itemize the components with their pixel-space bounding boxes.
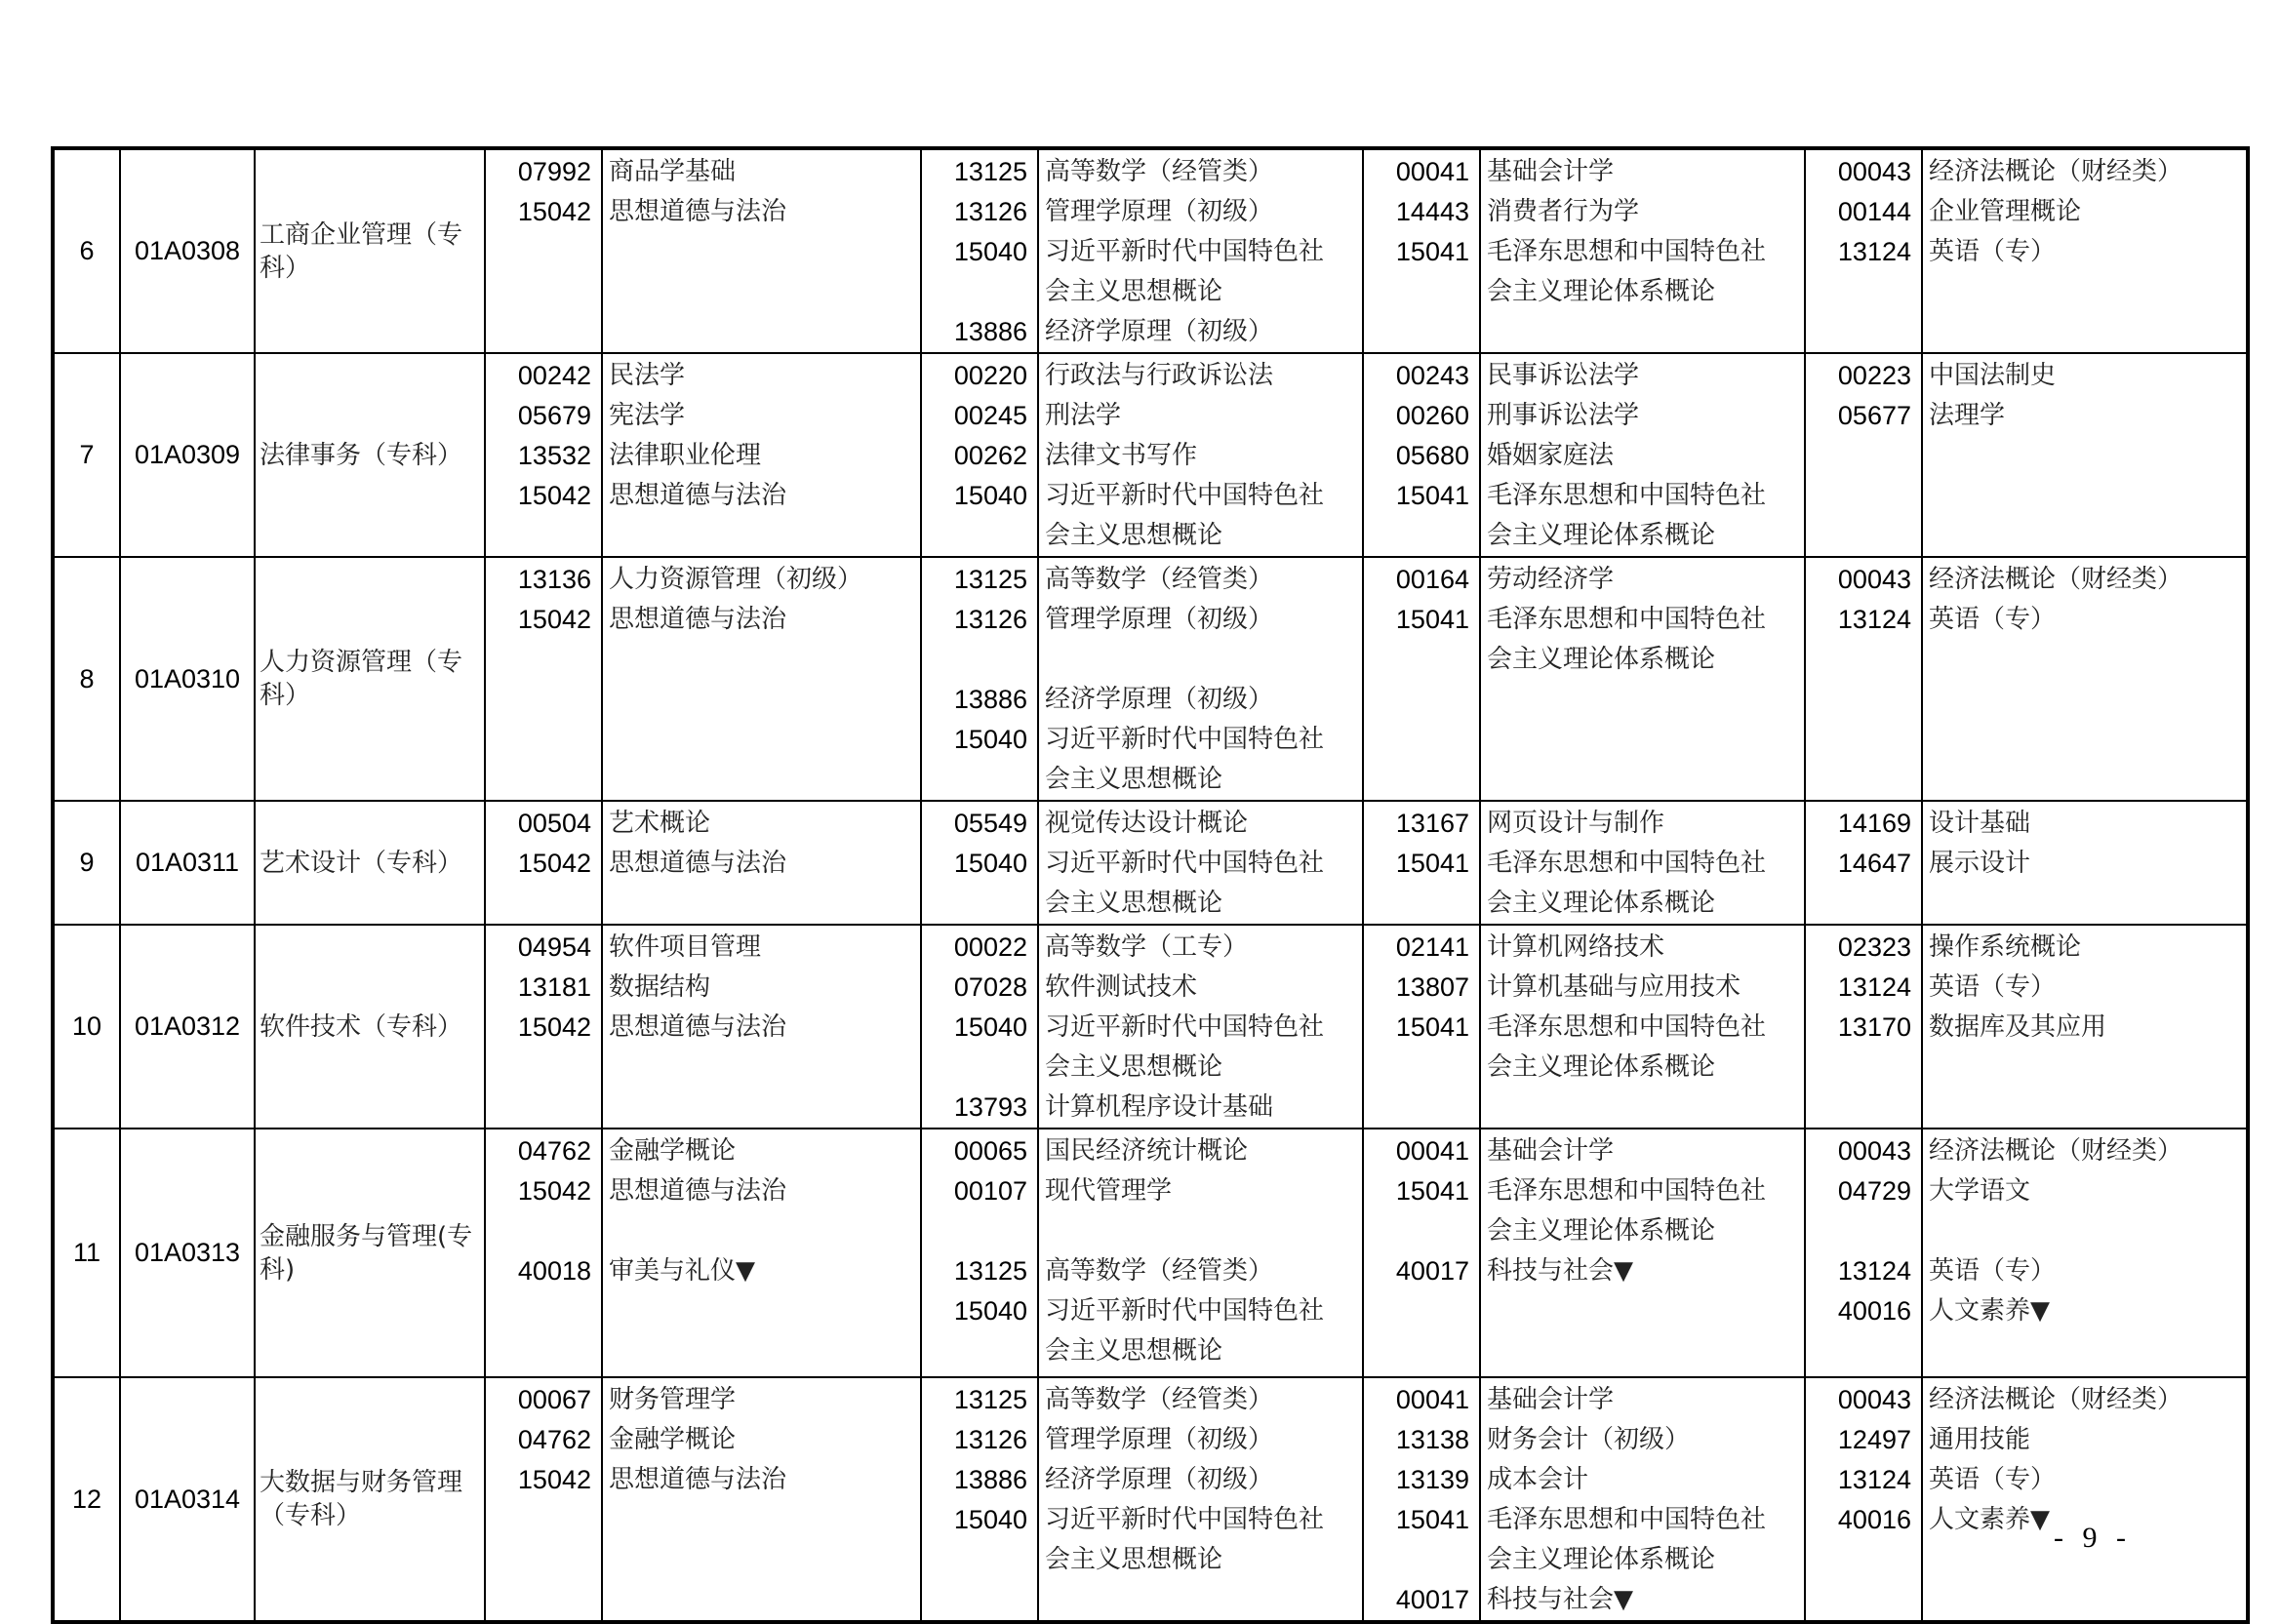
course-code: 07992 bbox=[517, 157, 591, 186]
course-code: 40016 bbox=[1837, 1296, 1911, 1326]
course-name: 经济学原理（初级） bbox=[1045, 317, 1274, 346]
course-code: 15040 bbox=[953, 1012, 1027, 1042]
course-name: 基础会计学 bbox=[1487, 1385, 1615, 1414]
course-code-cell bbox=[921, 148, 1038, 353]
course-code: 00223 bbox=[1837, 361, 1911, 390]
course-name: 大学语文 bbox=[1929, 1176, 2031, 1206]
course-code-cell bbox=[1805, 353, 1922, 557]
course-code: 00164 bbox=[1395, 565, 1469, 594]
course-code: 14169 bbox=[1837, 809, 1911, 838]
course-code: 12497 bbox=[1837, 1425, 1911, 1454]
course-name: 毛泽东思想和中国特色社 bbox=[1487, 1176, 1767, 1206]
course-name: 行政法与行政诉讼法 bbox=[1045, 361, 1274, 390]
course-name: 网页设计与制作 bbox=[1487, 809, 1665, 838]
course-code-cell bbox=[921, 353, 1038, 557]
course-code: 00262 bbox=[953, 441, 1027, 470]
course-code: 13886 bbox=[953, 1465, 1027, 1494]
course-name: 思想道德与法治 bbox=[609, 481, 787, 510]
course-name: 软件项目管理 bbox=[609, 932, 762, 962]
course-code: 13139 bbox=[1395, 1465, 1469, 1494]
course-name: 民法学 bbox=[609, 361, 686, 390]
course-name-cell bbox=[1480, 1129, 1805, 1377]
course-code: 15040 bbox=[953, 725, 1027, 754]
row-index: 11 bbox=[53, 1129, 120, 1377]
course-name: 毛泽东思想和中国特色社 bbox=[1487, 481, 1767, 510]
course-code-cell bbox=[485, 148, 602, 353]
course-name: 高等数学（经管类） bbox=[1045, 157, 1274, 186]
course-name-cell bbox=[602, 925, 921, 1129]
course-code-cell bbox=[921, 801, 1038, 925]
course-name: 成本会计 bbox=[1487, 1465, 1589, 1494]
course-name: 财务管理学 bbox=[609, 1385, 737, 1414]
table-row bbox=[53, 1129, 2248, 1377]
major-code: 01A0309 bbox=[120, 353, 255, 557]
course-name: 计算机程序设计基础 bbox=[1045, 1092, 1274, 1122]
course-code-cell bbox=[1805, 801, 1922, 925]
major-name: 金融服务与管理(专科) bbox=[255, 1129, 485, 1377]
course-name: 习近平新时代中国特色社 bbox=[1045, 725, 1325, 754]
course-name: 高等数学（工专） bbox=[1045, 932, 1249, 962]
course-code bbox=[1364, 1048, 1469, 1088]
course-name: 人文素养▼ bbox=[1929, 1296, 2050, 1326]
course-code: 00504 bbox=[517, 809, 591, 838]
course-name: 人文素养▼ bbox=[1929, 1505, 2050, 1534]
course-name-cell bbox=[602, 801, 921, 925]
course-name: 思想道德与法治 bbox=[609, 197, 787, 226]
course-name: 基础会计学 bbox=[1487, 1136, 1615, 1166]
course-code bbox=[922, 1211, 1027, 1251]
course-name-cell bbox=[1480, 557, 1805, 801]
course-name: 展示设计 bbox=[1929, 849, 2031, 878]
row-index: 6 bbox=[53, 148, 120, 353]
course-name bbox=[1045, 1211, 1362, 1251]
course-name: 毛泽东思想和中国特色社 bbox=[1487, 1012, 1767, 1042]
course-code: 13126 bbox=[953, 605, 1027, 634]
course-code: 13170 bbox=[1837, 1012, 1911, 1042]
course-name: 管理学原理（初级） bbox=[1045, 605, 1274, 634]
course-name: 刑法学 bbox=[1045, 401, 1122, 430]
course-name-cell bbox=[1480, 148, 1805, 353]
course-name: 思想道德与法治 bbox=[609, 1012, 787, 1042]
course-code: 13136 bbox=[517, 565, 591, 594]
course-name: 英语（专） bbox=[1929, 605, 2057, 634]
course-name: 经济法概论（财经类） bbox=[1929, 1136, 2183, 1166]
course-name: 会主义理论体系概论 bbox=[1487, 889, 1716, 918]
course-name: 数据库及其应用 bbox=[1929, 1012, 2107, 1042]
table-row bbox=[53, 557, 2248, 801]
course-name-cell bbox=[1480, 1377, 1805, 1622]
course-name-cell bbox=[1480, 353, 1805, 557]
course-name: 科技与社会▼ bbox=[1487, 1256, 1633, 1286]
course-code: 15042 bbox=[517, 849, 591, 878]
exam-course-table bbox=[51, 146, 2250, 1624]
course-code-cell bbox=[485, 1129, 602, 1377]
course-code: 13807 bbox=[1395, 972, 1469, 1002]
course-code: 40017 bbox=[1395, 1585, 1469, 1614]
course-name: 习近平新时代中国特色社 bbox=[1045, 237, 1325, 266]
course-name: 英语（专） bbox=[1929, 1465, 2057, 1494]
course-code bbox=[486, 1211, 591, 1251]
course-code-cell bbox=[1363, 1377, 1480, 1622]
course-name: 会主义思想概论 bbox=[1045, 1052, 1223, 1082]
course-name: 会主义理论体系概论 bbox=[1487, 645, 1716, 674]
major-code: 01A0308 bbox=[120, 148, 255, 353]
course-code: 13886 bbox=[953, 685, 1027, 714]
course-name: 高等数学（经管类） bbox=[1045, 565, 1274, 594]
page-number: - 9 - bbox=[2054, 1522, 2132, 1554]
course-code: 13126 bbox=[953, 197, 1027, 226]
course-name-cell bbox=[1038, 1377, 1363, 1622]
course-name-cell bbox=[1922, 557, 2248, 801]
course-code: 40016 bbox=[1837, 1505, 1911, 1534]
course-name: 英语（专） bbox=[1929, 237, 2057, 266]
course-code bbox=[1364, 516, 1469, 556]
course-code: 00043 bbox=[1837, 1136, 1911, 1166]
course-name: 会主义思想概论 bbox=[1045, 1545, 1223, 1574]
course-name: 会主义思想概论 bbox=[1045, 521, 1223, 550]
course-name: 艺术概论 bbox=[609, 809, 711, 838]
course-name: 计算机基础与应用技术 bbox=[1487, 972, 1741, 1002]
course-code: 40017 bbox=[1395, 1256, 1469, 1286]
course-code: 00043 bbox=[1837, 1385, 1911, 1414]
course-code: 13124 bbox=[1837, 972, 1911, 1002]
major-name: 工商企业管理（专科） bbox=[255, 148, 485, 353]
course-name-cell bbox=[1038, 1129, 1363, 1377]
table-row bbox=[53, 148, 2248, 353]
course-name: 消费者行为学 bbox=[1487, 197, 1640, 226]
course-code: 13125 bbox=[953, 1256, 1027, 1286]
course-name-cell bbox=[1922, 801, 2248, 925]
course-code: 00043 bbox=[1837, 157, 1911, 186]
course-code: 05679 bbox=[517, 401, 591, 430]
course-code bbox=[922, 884, 1027, 924]
course-code: 00144 bbox=[1837, 197, 1911, 226]
course-code: 13125 bbox=[953, 157, 1027, 186]
major-name: 大数据与财务管理（专科） bbox=[255, 1377, 485, 1622]
course-code-cell bbox=[1805, 148, 1922, 353]
course-code: 04762 bbox=[517, 1136, 591, 1166]
course-code: 15042 bbox=[517, 481, 591, 510]
course-code: 00041 bbox=[1395, 1136, 1469, 1166]
row-index: 8 bbox=[53, 557, 120, 801]
course-code bbox=[922, 1331, 1027, 1371]
course-code-cell bbox=[485, 925, 602, 1129]
course-code-cell bbox=[1363, 801, 1480, 925]
course-name-cell bbox=[602, 1129, 921, 1377]
course-name-cell bbox=[1922, 1377, 2248, 1622]
course-name: 思想道德与法治 bbox=[609, 1465, 787, 1494]
major-code: 01A0312 bbox=[120, 925, 255, 1129]
course-code bbox=[922, 272, 1027, 312]
course-name: 企业管理概论 bbox=[1929, 197, 2082, 226]
course-name: 习近平新时代中国特色社 bbox=[1045, 481, 1325, 510]
course-name: 英语（专） bbox=[1929, 972, 2057, 1002]
course-code: 15042 bbox=[517, 197, 591, 226]
course-code: 04762 bbox=[517, 1425, 591, 1454]
course-code: 15042 bbox=[517, 605, 591, 634]
course-name: 管理学原理（初级） bbox=[1045, 197, 1274, 226]
course-name: 会主义思想概论 bbox=[1045, 1336, 1223, 1366]
major-name: 软件技术（专科） bbox=[255, 925, 485, 1129]
course-name: 数据结构 bbox=[609, 972, 711, 1002]
course-code: 13138 bbox=[1395, 1425, 1469, 1454]
course-name bbox=[1929, 1211, 2246, 1251]
row-index: 12 bbox=[53, 1377, 120, 1622]
course-code-cell bbox=[921, 557, 1038, 801]
course-name-cell bbox=[1480, 925, 1805, 1129]
course-code: 00243 bbox=[1395, 361, 1469, 390]
major-code: 01A0311 bbox=[120, 801, 255, 925]
course-code-cell bbox=[485, 353, 602, 557]
course-code-cell bbox=[1363, 925, 1480, 1129]
course-name: 计算机网络技术 bbox=[1487, 932, 1665, 962]
course-name: 习近平新时代中国特色社 bbox=[1045, 849, 1325, 878]
course-name: 婚姻家庭法 bbox=[1487, 441, 1615, 470]
course-name: 软件测试技术 bbox=[1045, 972, 1198, 1002]
major-name: 人力资源管理（专科） bbox=[255, 557, 485, 801]
course-name-cell bbox=[1922, 925, 2248, 1129]
course-name: 会主义思想概论 bbox=[1045, 889, 1223, 918]
course-code: 00022 bbox=[953, 932, 1027, 962]
course-code: 00067 bbox=[517, 1385, 591, 1414]
course-name: 中国法制史 bbox=[1929, 361, 2057, 390]
course-code: 13124 bbox=[1837, 237, 1911, 266]
course-code bbox=[1806, 1211, 1911, 1251]
course-name: 经济学原理（初级） bbox=[1045, 685, 1274, 714]
table-row bbox=[53, 801, 2248, 925]
course-code: 13532 bbox=[517, 441, 591, 470]
course-code: 13124 bbox=[1837, 605, 1911, 634]
course-code bbox=[922, 640, 1027, 680]
course-code: 00245 bbox=[953, 401, 1027, 430]
major-name: 法律事务（专科） bbox=[255, 353, 485, 557]
course-code: 00260 bbox=[1395, 401, 1469, 430]
course-name: 会主义思想概论 bbox=[1045, 277, 1223, 306]
course-name: 习近平新时代中国特色社 bbox=[1045, 1296, 1325, 1326]
course-code: 13181 bbox=[517, 972, 591, 1002]
course-code bbox=[922, 516, 1027, 556]
course-name: 毛泽东思想和中国特色社 bbox=[1487, 605, 1767, 634]
course-name: 金融学概论 bbox=[609, 1136, 737, 1166]
course-name: 会主义思想概论 bbox=[1045, 765, 1223, 794]
course-name-cell bbox=[1480, 801, 1805, 925]
course-name: 会主义理论体系概论 bbox=[1487, 1545, 1716, 1574]
course-name-cell bbox=[1038, 801, 1363, 925]
course-name: 管理学原理（初级） bbox=[1045, 1425, 1274, 1454]
course-name: 毛泽东思想和中国特色社 bbox=[1487, 849, 1767, 878]
course-code: 15041 bbox=[1395, 1505, 1469, 1534]
course-code: 15041 bbox=[1395, 237, 1469, 266]
course-name-cell bbox=[1038, 557, 1363, 801]
course-code: 13124 bbox=[1837, 1465, 1911, 1494]
course-code-cell bbox=[1805, 557, 1922, 801]
course-code: 00107 bbox=[953, 1176, 1027, 1206]
course-code: 15041 bbox=[1395, 1176, 1469, 1206]
course-name: 财务会计（初级） bbox=[1487, 1425, 1691, 1454]
row-index: 7 bbox=[53, 353, 120, 557]
course-code: 13167 bbox=[1395, 809, 1469, 838]
course-name: 劳动经济学 bbox=[1487, 565, 1615, 594]
course-code: 15041 bbox=[1395, 605, 1469, 634]
course-code: 05680 bbox=[1395, 441, 1469, 470]
major-code: 01A0310 bbox=[120, 557, 255, 801]
course-code-cell bbox=[485, 801, 602, 925]
table-row bbox=[53, 925, 2248, 1129]
course-code: 13793 bbox=[953, 1092, 1027, 1122]
course-name: 经济法概论（财经类） bbox=[1929, 157, 2183, 186]
course-code: 14443 bbox=[1395, 197, 1469, 226]
course-name-cell bbox=[1922, 353, 2248, 557]
course-code-cell bbox=[1363, 557, 1480, 801]
course-name: 高等数学（经管类） bbox=[1045, 1385, 1274, 1414]
course-name: 审美与礼仪▼ bbox=[609, 1256, 755, 1286]
course-code: 00220 bbox=[953, 361, 1027, 390]
course-name-cell bbox=[1038, 148, 1363, 353]
table-row bbox=[53, 353, 2248, 557]
course-code: 15041 bbox=[1395, 481, 1469, 510]
course-name: 会主义理论体系概论 bbox=[1487, 1216, 1716, 1246]
course-name: 会主义理论体系概论 bbox=[1487, 277, 1716, 306]
major-code: 01A0313 bbox=[120, 1129, 255, 1377]
course-name: 金融学概论 bbox=[609, 1425, 737, 1454]
course-code-cell bbox=[921, 1129, 1038, 1377]
course-name: 民事诉讼法学 bbox=[1487, 361, 1640, 390]
course-code: 15041 bbox=[1395, 1012, 1469, 1042]
course-code: 13124 bbox=[1837, 1256, 1911, 1286]
course-code-cell bbox=[1363, 353, 1480, 557]
course-code: 15040 bbox=[953, 481, 1027, 510]
course-name: 思想道德与法治 bbox=[609, 605, 787, 634]
course-name: 高等数学（经管类） bbox=[1045, 1256, 1274, 1286]
course-name: 设计基础 bbox=[1929, 809, 2031, 838]
course-code-cell bbox=[921, 925, 1038, 1129]
table-row bbox=[53, 1377, 2248, 1622]
course-code: 15040 bbox=[953, 237, 1027, 266]
course-code-cell bbox=[1363, 1129, 1480, 1377]
course-name-cell bbox=[602, 557, 921, 801]
course-name-cell bbox=[602, 1377, 921, 1622]
course-name: 会主义理论体系概论 bbox=[1487, 521, 1716, 550]
course-code: 15042 bbox=[517, 1176, 591, 1206]
course-name: 习近平新时代中国特色社 bbox=[1045, 1012, 1325, 1042]
course-name: 法理学 bbox=[1929, 401, 2006, 430]
course-name: 英语（专） bbox=[1929, 1256, 2057, 1286]
course-name: 毛泽东思想和中国特色社 bbox=[1487, 237, 1767, 266]
course-code: 13125 bbox=[953, 565, 1027, 594]
course-name: 现代管理学 bbox=[1045, 1176, 1173, 1206]
course-name-cell bbox=[602, 148, 921, 353]
row-index: 10 bbox=[53, 925, 120, 1129]
course-code: 40018 bbox=[517, 1256, 591, 1286]
course-code bbox=[1364, 272, 1469, 312]
course-name: 国民经济统计概论 bbox=[1045, 1136, 1249, 1166]
course-name: 法律文书写作 bbox=[1045, 441, 1198, 470]
course-code: 00043 bbox=[1837, 565, 1911, 594]
course-code: 04729 bbox=[1837, 1176, 1911, 1206]
course-code: 15041 bbox=[1395, 849, 1469, 878]
course-name: 基础会计学 bbox=[1487, 157, 1615, 186]
course-code: 15040 bbox=[953, 1505, 1027, 1534]
course-code bbox=[1364, 884, 1469, 924]
course-name: 刑事诉讼法学 bbox=[1487, 401, 1640, 430]
course-code: 00041 bbox=[1395, 157, 1469, 186]
course-code: 00065 bbox=[953, 1136, 1027, 1166]
course-name: 经济法概论（财经类） bbox=[1929, 1385, 2183, 1414]
course-code: 13886 bbox=[953, 317, 1027, 346]
course-name-cell bbox=[1038, 353, 1363, 557]
course-code: 07028 bbox=[953, 972, 1027, 1002]
course-code: 00041 bbox=[1395, 1385, 1469, 1414]
course-name: 思想道德与法治 bbox=[609, 1176, 787, 1206]
course-code: 15042 bbox=[517, 1012, 591, 1042]
course-name: 经济学原理（初级） bbox=[1045, 1465, 1274, 1494]
course-name: 商品学基础 bbox=[609, 157, 737, 186]
course-code: 05677 bbox=[1837, 401, 1911, 430]
course-code-cell bbox=[1805, 1129, 1922, 1377]
course-code-cell bbox=[485, 1377, 602, 1622]
course-name: 经济法概论（财经类） bbox=[1929, 565, 2183, 594]
row-index: 9 bbox=[53, 801, 120, 925]
course-code-cell bbox=[1363, 148, 1480, 353]
course-code bbox=[922, 1540, 1027, 1580]
course-code: 15042 bbox=[517, 1465, 591, 1494]
course-code bbox=[922, 1048, 1027, 1088]
course-code bbox=[1364, 1211, 1469, 1251]
course-code-cell bbox=[1805, 1377, 1922, 1622]
course-code: 15040 bbox=[953, 849, 1027, 878]
course-code: 00242 bbox=[517, 361, 591, 390]
course-name-cell bbox=[1922, 1129, 2248, 1377]
course-code-cell bbox=[921, 1377, 1038, 1622]
course-name-cell bbox=[1038, 925, 1363, 1129]
course-code-cell bbox=[485, 557, 602, 801]
course-code bbox=[922, 760, 1027, 800]
course-name: 习近平新时代中国特色社 bbox=[1045, 1505, 1325, 1534]
course-name-cell bbox=[1922, 148, 2248, 353]
major-code: 01A0314 bbox=[120, 1377, 255, 1622]
course-name: 科技与社会▼ bbox=[1487, 1585, 1633, 1614]
course-code: 13125 bbox=[953, 1385, 1027, 1414]
course-name: 法律职业伦理 bbox=[609, 441, 762, 470]
course-name: 通用技能 bbox=[1929, 1425, 2031, 1454]
course-code bbox=[1364, 640, 1469, 680]
course-code: 04954 bbox=[517, 932, 591, 962]
course-code: 15040 bbox=[953, 1296, 1027, 1326]
course-name bbox=[609, 1211, 920, 1251]
course-code: 05549 bbox=[953, 809, 1027, 838]
course-name: 宪法学 bbox=[609, 401, 686, 430]
course-name bbox=[1045, 640, 1362, 680]
course-code: 02323 bbox=[1837, 932, 1911, 962]
course-name: 操作系统概论 bbox=[1929, 932, 2082, 962]
course-name: 毛泽东思想和中国特色社 bbox=[1487, 1505, 1767, 1534]
course-name: 思想道德与法治 bbox=[609, 849, 787, 878]
course-name: 人力资源管理（初级） bbox=[609, 565, 863, 594]
course-code: 13126 bbox=[953, 1425, 1027, 1454]
major-name: 艺术设计（专科） bbox=[255, 801, 485, 925]
course-name-cell bbox=[602, 353, 921, 557]
course-code bbox=[1364, 1540, 1469, 1580]
course-name: 会主义理论体系概论 bbox=[1487, 1052, 1716, 1082]
course-code: 14647 bbox=[1837, 849, 1911, 878]
course-code: 02141 bbox=[1395, 932, 1469, 962]
course-code-cell bbox=[1805, 925, 1922, 1129]
course-name: 视觉传达设计概论 bbox=[1045, 809, 1249, 838]
